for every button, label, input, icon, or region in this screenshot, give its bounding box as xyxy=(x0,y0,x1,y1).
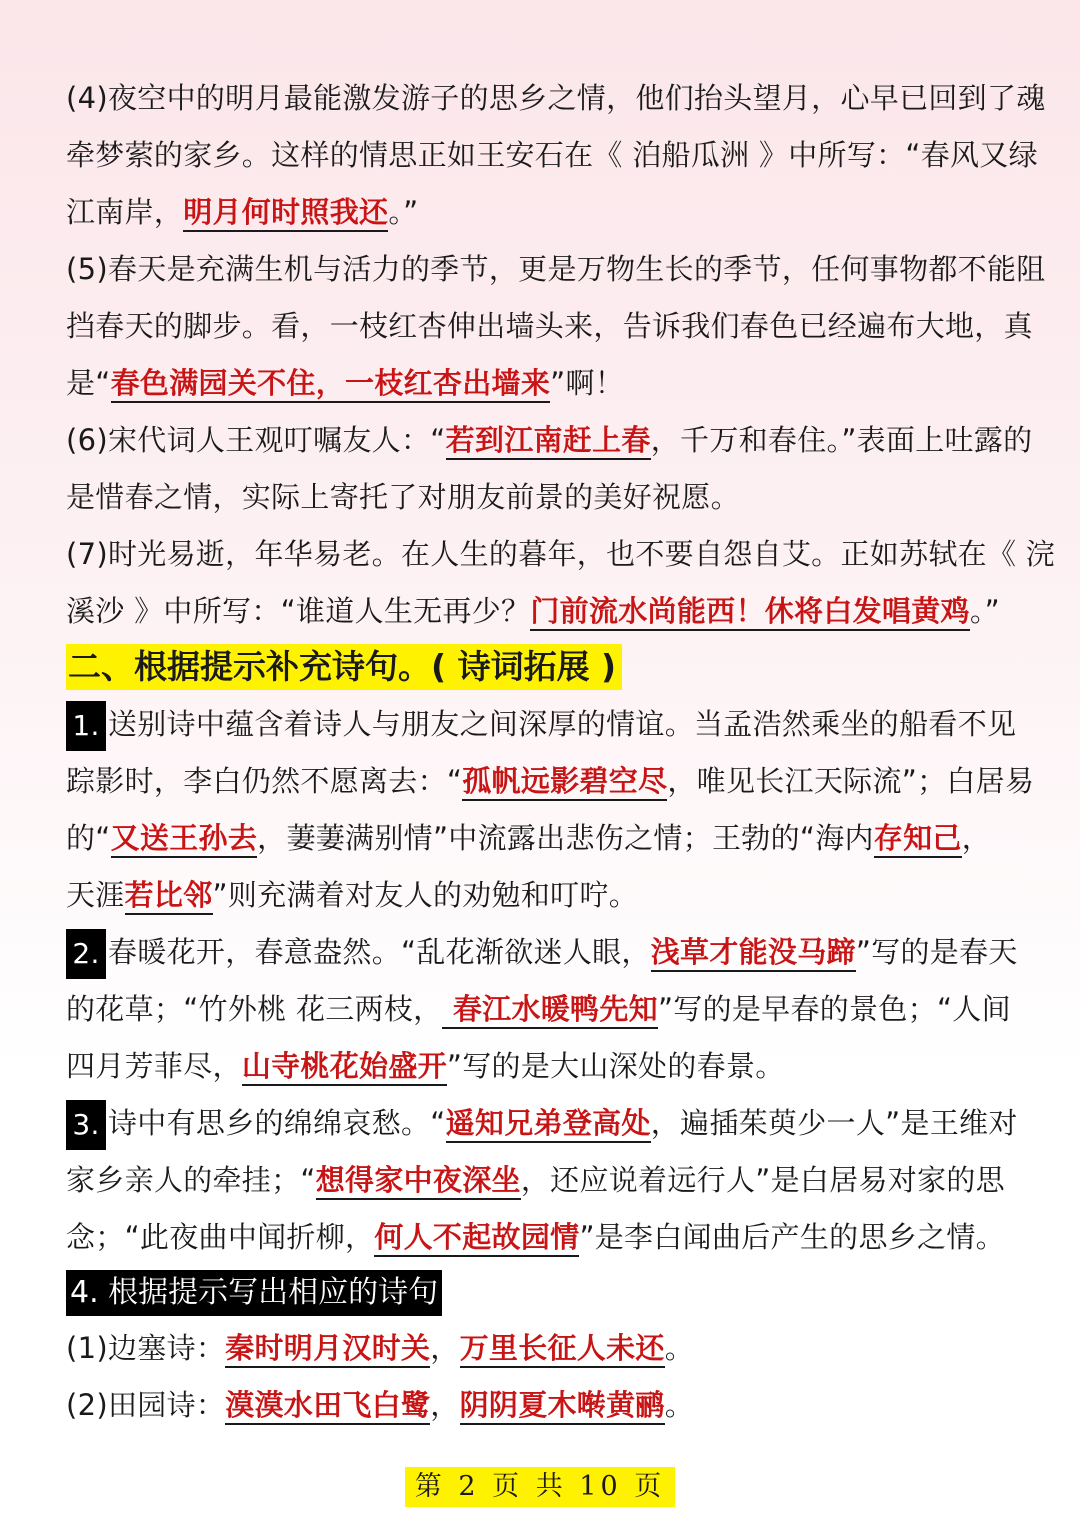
item-7-line-1 xyxy=(66,526,1056,583)
answer-text: 浅草才能没马蹄 xyxy=(651,935,856,972)
q2-line-3 xyxy=(66,1038,1026,1095)
text: 。 xyxy=(664,1388,695,1422)
answer-text: 春色满园关不住，一枝红杏出墙来 xyxy=(111,366,551,403)
item-5-line-3 xyxy=(66,355,1026,412)
text: 。” xyxy=(969,594,1000,628)
question-number-badge: 1. xyxy=(66,701,106,751)
item-5-line-1 xyxy=(66,241,1046,298)
answer-text: 孤帆远影碧空尽 xyxy=(462,764,667,801)
text: ， xyxy=(961,821,992,855)
answer-text: 山寺桃花始盛开 xyxy=(242,1049,447,1086)
text: ”写的是早春的景色；“人间 xyxy=(657,992,1011,1026)
item-4-line-3 xyxy=(66,184,1026,241)
answer-text: 春江水暖鸭先知 xyxy=(442,992,658,1029)
text: 的花草；“竹外桃 花三两枝， xyxy=(66,992,443,1026)
q1-line-4 xyxy=(66,867,1026,924)
text: (1)边塞诗： xyxy=(66,1331,226,1365)
text: (7)时光易逝，年华易老。在人生的暮年，也不要自怨自艾。正如苏轼在《 浣 xyxy=(66,537,1056,571)
text: ，唯见长江天际流”；白居易 xyxy=(667,764,1035,798)
text: 的“ xyxy=(66,821,111,855)
answer-text: 明月何时照我还 xyxy=(183,195,388,232)
section-heading-wrap xyxy=(66,640,1026,696)
text: 是惜春之情，实际上寄托了对朋友前景的美好祝愿。 xyxy=(66,480,740,514)
item-7-line-2 xyxy=(66,583,1026,640)
q1-line-2 xyxy=(66,753,1035,810)
answer-text: 存知己 xyxy=(874,821,962,858)
text: ， xyxy=(430,1388,460,1422)
text: (4)夜空中的明月最能激发游子的思乡之情，他们抬头望月，心早已回到了魂 xyxy=(66,81,1046,115)
item-4-line-1 xyxy=(66,70,1046,127)
q1-line-1 xyxy=(66,696,1026,753)
text: ”写的是春天 xyxy=(855,935,1018,969)
sub-heading: 4. 根据提示写出相应的诗句 xyxy=(66,1270,442,1316)
text: ”啊！ xyxy=(550,366,625,400)
text: 诗中有思乡的绵绵哀愁。“ xyxy=(108,1106,446,1140)
page-footer xyxy=(0,1467,1080,1507)
q4-line-2 xyxy=(66,1377,1026,1434)
text: 天涯 xyxy=(66,878,125,912)
item-6-line-2 xyxy=(66,469,1026,526)
question-number-badge: 2. xyxy=(66,929,106,979)
q2-line-1 xyxy=(66,924,1026,981)
q4-line-1 xyxy=(66,1320,1026,1377)
text: 家乡亲人的牵挂；“ xyxy=(66,1163,316,1197)
text: ”则充满着对友人的劝勉和叮咛。 xyxy=(212,878,639,912)
text: 牵梦萦的家乡。这样的情思正如王安石在《 泊船瓜洲 》中所写：“春风又绿 xyxy=(66,138,1038,172)
sub-heading-wrap xyxy=(66,1266,1026,1320)
text: 。” xyxy=(388,195,419,229)
answer-text: 阴阴夏木啭黄鹂 xyxy=(460,1388,665,1425)
answer-text: 秦时明月汉时关 xyxy=(225,1331,430,1368)
q3-line-1 xyxy=(66,1095,1026,1152)
text: ”是李白闻曲后产生的思乡之情。 xyxy=(579,1220,1005,1254)
item-5-line-2 xyxy=(66,298,1033,355)
q3-line-3 xyxy=(66,1209,1026,1266)
answer-text: 漠漠水田飞白鹭 xyxy=(225,1388,430,1425)
text: (5)春天是充满生机与活力的季节，更是万物生长的季节，任何事物都不能阻 xyxy=(66,252,1046,286)
text: ，还应说着远行人”是白居易对家的思 xyxy=(520,1163,1005,1197)
item-6-line-1 xyxy=(66,412,1033,469)
question-number-badge: 3. xyxy=(66,1100,106,1150)
page-number: 第 2 页 共 10 页 xyxy=(405,1467,675,1507)
answer-text: 若比邻 xyxy=(125,878,213,915)
answer-text: 何人不起故园情 xyxy=(374,1220,579,1257)
answer-text: 门前流水尚能西！休将白发唱黄鸡 xyxy=(530,594,970,631)
text: ，遍插茱萸少一人”是王维对 xyxy=(650,1106,1018,1140)
text: 踪影时，李白仍然不愿离去：“ xyxy=(66,764,463,798)
q2-line-2 xyxy=(66,981,1026,1038)
item-4-line-2 xyxy=(66,127,1038,184)
document-page xyxy=(66,70,1056,1434)
text: ，萋萋满别情”中流露出悲伤之情；王勃的“海内 xyxy=(257,821,874,855)
answer-text: 万里长征人未还 xyxy=(460,1331,665,1368)
text: 。 xyxy=(664,1331,695,1365)
answer-text: 又送王孙去 xyxy=(111,821,258,858)
section-heading: 二、根据提示补充诗句。( 诗词拓展 ) xyxy=(66,644,622,690)
q1-line-3 xyxy=(66,810,1026,867)
text: 四月芳菲尽， xyxy=(66,1049,242,1083)
text: 春暖花开，春意盎然。“乱花渐欲迷人眼， xyxy=(108,935,651,969)
text: ， xyxy=(430,1331,460,1365)
text: (2)田园诗： xyxy=(66,1388,226,1422)
text: 挡春天的脚步。看，一枝红杏伸出墙头来，告诉我们春色已经遍布大地，真 xyxy=(66,309,1033,343)
answer-text: 遥知兄弟登高处 xyxy=(446,1106,651,1143)
text: 是“ xyxy=(66,366,111,400)
text: 江南岸， xyxy=(66,195,184,229)
text: (6)宋代词人王观叮嘱友人：“ xyxy=(66,423,446,457)
text: ”写的是大山深处的春景。 xyxy=(446,1049,785,1083)
answer-text: 若到江南赶上春 xyxy=(446,423,651,460)
q3-line-2 xyxy=(66,1152,1026,1209)
answer-text: 想得家中夜深坐 xyxy=(316,1163,521,1200)
text: ，千万和春住。”表面上吐露的 xyxy=(650,423,1033,457)
text: 念；“此夜曲中闻折柳， xyxy=(66,1220,375,1254)
text: 送别诗中蕴含着诗人与朋友之间深厚的情谊。当孟浩然乘坐的船看不见 xyxy=(108,707,1017,741)
text: 溪沙 》中所写：“谁道人生无再少？ xyxy=(66,594,531,628)
